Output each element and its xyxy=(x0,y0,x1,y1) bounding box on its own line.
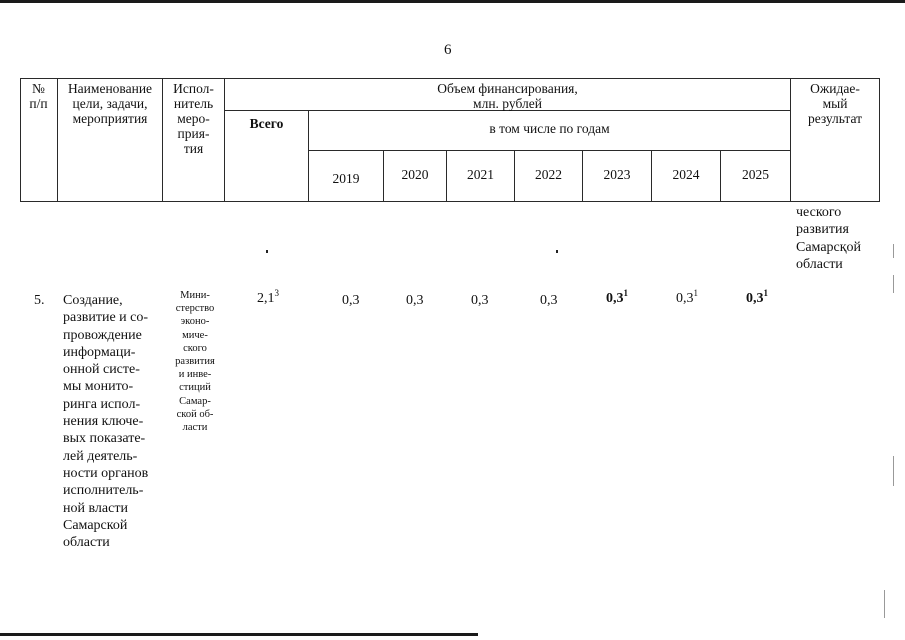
row-value-2024 xyxy=(676,288,698,307)
row-executor xyxy=(167,289,223,434)
row-executor-line: Мини- xyxy=(180,290,210,301)
row-executor-line: Самар- xyxy=(179,395,211,407)
row-name-line: лей деятель- xyxy=(63,448,138,464)
scan-noise xyxy=(884,590,885,618)
continued-result-line: ческого xyxy=(796,205,842,220)
row-name-line: вых показате- xyxy=(63,431,146,447)
row-name-line: ринга испол- xyxy=(63,396,141,412)
row-name-line: Самарской xyxy=(63,517,128,533)
header-funding-line: Объем финансирования, xyxy=(437,81,578,96)
header-year-2019: 2019 xyxy=(332,171,360,186)
header-funding-line: млн. рублей xyxy=(473,96,542,111)
top-border xyxy=(0,0,905,3)
header-name-line: Наименование xyxy=(67,81,153,96)
header-num-line: № xyxy=(32,81,45,96)
row-total-footnote: 3 xyxy=(274,288,279,298)
scan-noise xyxy=(893,275,894,293)
row-executor-line: ского xyxy=(183,342,207,354)
row-total-value: 2,1 xyxy=(257,291,275,306)
row-value-text: 0,3 xyxy=(676,291,694,306)
bottom-border xyxy=(0,633,478,636)
row-value-2019 xyxy=(342,290,360,309)
header-year-2023: 2023 xyxy=(603,167,631,182)
row-number: 5. xyxy=(34,293,45,308)
continued-result xyxy=(796,204,861,273)
row-executor-line: ской об- xyxy=(176,408,214,420)
scan-mark xyxy=(556,250,558,253)
row-name-line: области xyxy=(63,535,110,551)
row-value-2022 xyxy=(540,290,558,309)
table-header xyxy=(20,78,880,202)
continued-result-line: развития xyxy=(796,222,849,238)
header-total: Всего xyxy=(249,116,284,131)
header-result-line: Ожидае- xyxy=(810,81,860,96)
header-by-years: в том числе по годам xyxy=(489,121,610,136)
header-name-line: мероприятия xyxy=(72,111,148,126)
row-total xyxy=(257,288,279,307)
row-value-text: 0,3 xyxy=(606,291,624,306)
row-value-footnote: 1 xyxy=(693,288,698,298)
row-value-footnote: 1 xyxy=(763,288,768,298)
row-value-2023 xyxy=(606,288,628,307)
row-executor-line: стерство xyxy=(175,303,215,315)
header-result-line: результат xyxy=(807,111,863,126)
continued-result-line: Самарсқой xyxy=(796,239,862,255)
row-executor-line: ласти xyxy=(182,422,208,434)
header-year-2022: 2022 xyxy=(535,167,562,182)
scan-noise xyxy=(893,456,894,486)
row-value-text: 0,3 xyxy=(406,293,424,308)
header-year-2025: 2025 xyxy=(742,167,769,182)
header-top-line xyxy=(20,78,880,79)
scan-mark xyxy=(266,250,268,253)
row-value-text: 0,3 xyxy=(342,293,360,308)
row-name xyxy=(63,292,167,551)
header-executor-line: Испол- xyxy=(173,81,214,96)
header-result xyxy=(791,81,879,126)
header-year-2024: 2024 xyxy=(672,167,700,182)
header-bottom-line xyxy=(20,201,880,202)
row-executor-line: эконо- xyxy=(180,316,210,328)
row-executor-line: и инве- xyxy=(178,369,212,381)
header-executor xyxy=(163,81,224,156)
row-executor-line: миче- xyxy=(182,329,208,341)
page-number: 6 xyxy=(444,42,452,58)
header-executor-line: прия- xyxy=(177,126,210,141)
row-name-line: исполнитель- xyxy=(63,483,144,499)
header-name xyxy=(58,81,162,126)
row-name-line: мы монито- xyxy=(63,379,134,395)
row-name-line: развитие и со- xyxy=(63,310,149,326)
row-name-line: Создание, xyxy=(63,293,123,308)
header-num-line: п/п xyxy=(29,96,48,111)
row-name-line: ности органов xyxy=(63,465,149,481)
row-value-footnote: 1 xyxy=(623,288,628,298)
row-value-text: 0,3 xyxy=(746,291,764,306)
header-name-line: цели, задачи, xyxy=(72,96,148,111)
years-divider-line xyxy=(308,150,790,151)
scan-noise xyxy=(893,244,894,258)
header-num xyxy=(20,81,57,111)
row-name-line: информаци- xyxy=(63,344,136,360)
header-year-2020: 2020 xyxy=(401,167,429,182)
row-value-text: 0,3 xyxy=(471,293,489,308)
row-executor-line: стиций xyxy=(179,382,211,394)
row-name-line: провождение xyxy=(63,327,142,343)
row-name-line: нения ключе- xyxy=(63,414,144,430)
header-year-2021: 2021 xyxy=(467,167,494,182)
header-result-line: мый xyxy=(822,96,848,111)
row-executor-line: развития xyxy=(175,356,215,368)
row-name-line: ной власти xyxy=(63,500,128,516)
row-value-2020 xyxy=(406,290,424,309)
row-name-line: онной систе- xyxy=(63,362,140,378)
col-line-12 xyxy=(879,78,880,202)
continued-result-line: области xyxy=(796,256,843,272)
header-funding xyxy=(225,81,790,111)
row-value-2021 xyxy=(471,290,489,309)
header-executor-line: тия xyxy=(183,141,204,156)
header-executor-line: нитель xyxy=(173,96,214,111)
row-value-2025 xyxy=(746,288,768,307)
header-executor-line: меро- xyxy=(177,111,210,126)
row-value-text: 0,3 xyxy=(540,293,558,308)
